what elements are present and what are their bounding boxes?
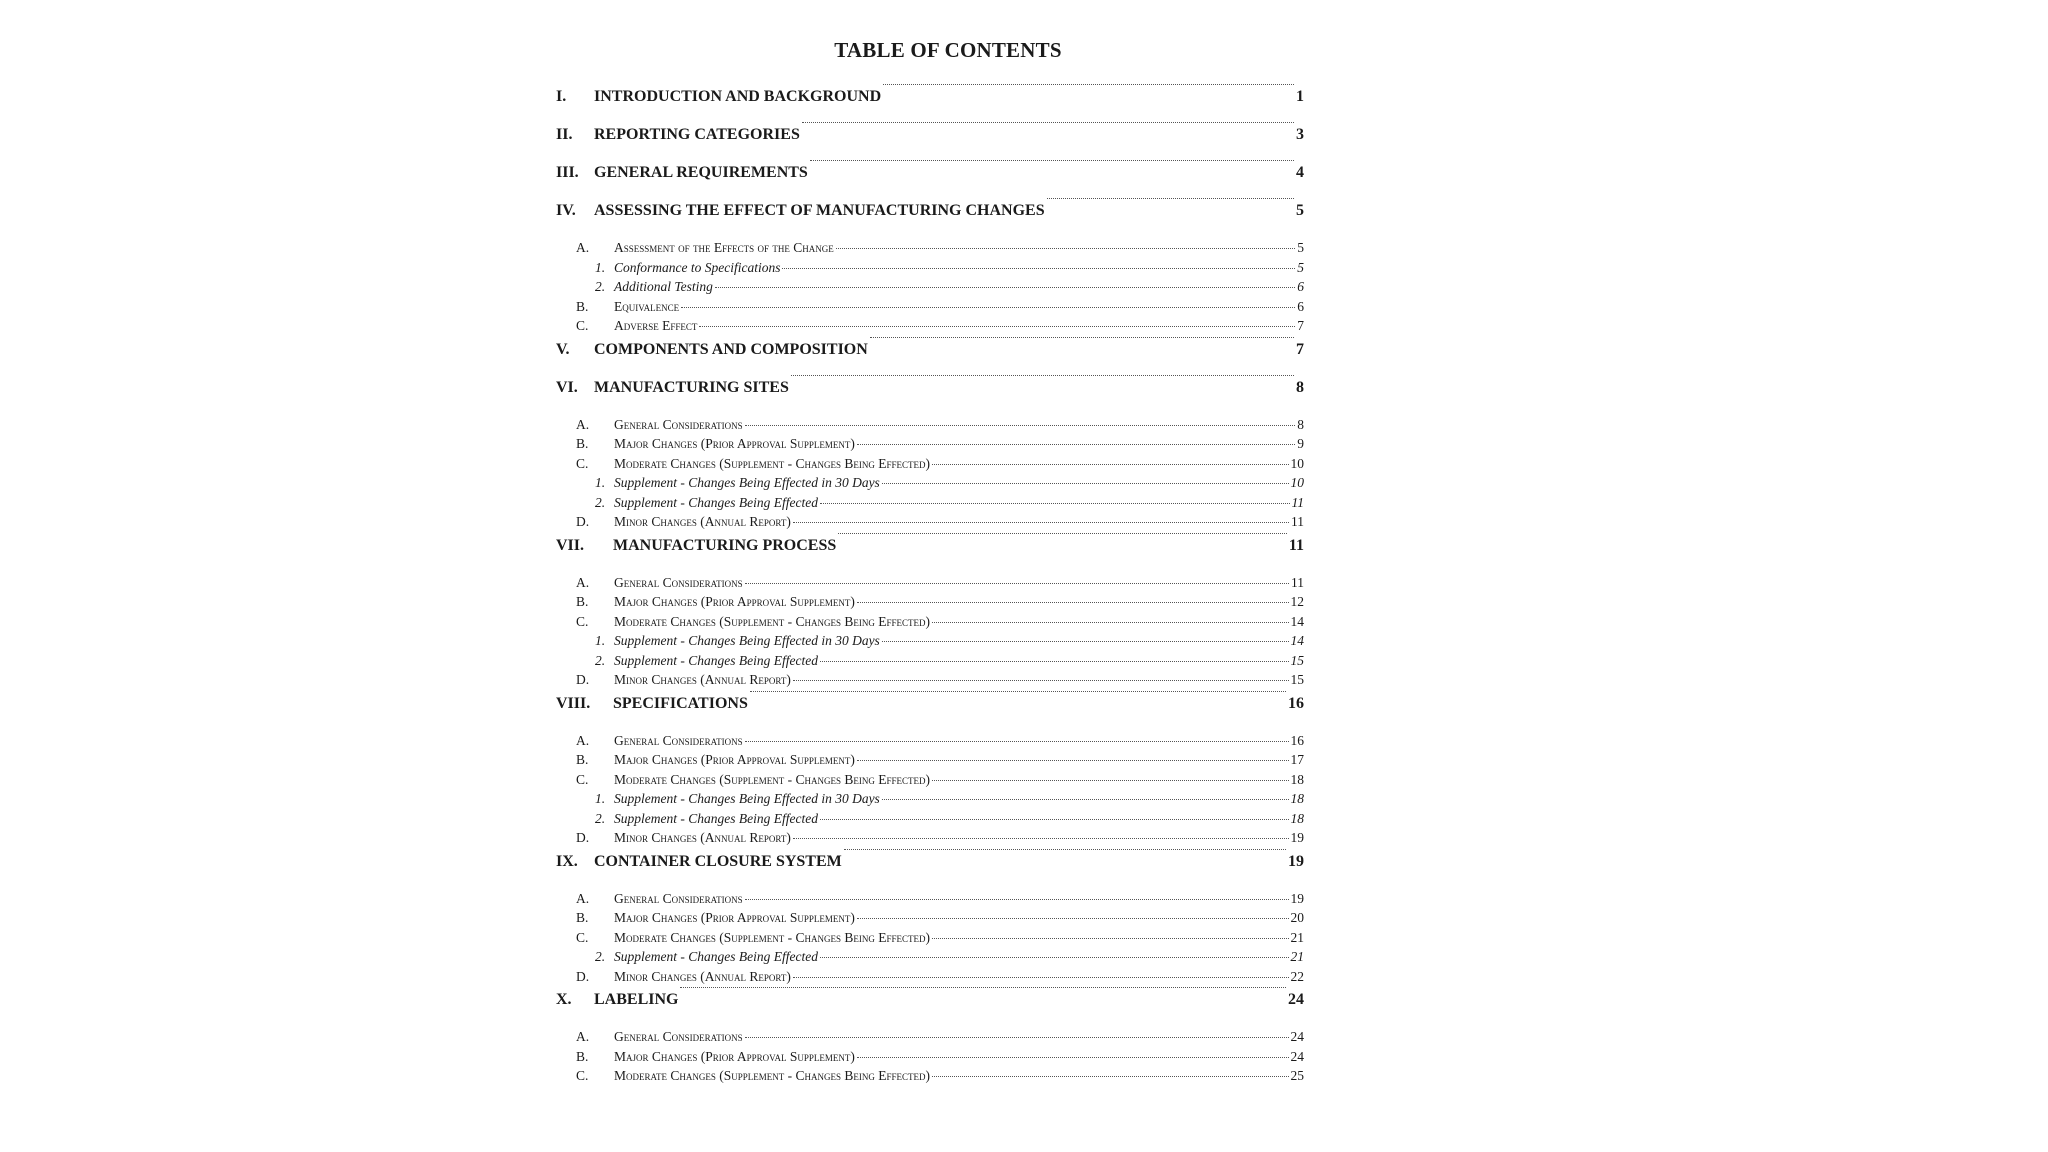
toc-entry-page: 16 xyxy=(1290,732,1304,748)
toc-entry-page: 24 xyxy=(1290,1029,1304,1044)
toc-leader-dots xyxy=(820,819,1289,820)
toc-entry[interactable] xyxy=(556,614,1304,634)
toc-entry[interactable] xyxy=(556,811,1304,831)
toc-entry-label: Major Changes (Prior Approval Supplement) xyxy=(614,752,855,767)
toc-entry-label: MANUFACTURING PROCESS xyxy=(613,536,837,554)
toc-entry-number: IX. xyxy=(556,852,578,870)
toc-entry[interactable] xyxy=(556,379,1304,417)
toc-entry-page: 10 xyxy=(1290,455,1304,471)
toc-entry-number: A. xyxy=(576,732,590,748)
toc-entry-label: SPECIFICATIONS xyxy=(613,694,748,712)
toc-leader-dots xyxy=(745,1037,1289,1038)
toc-entry-label: ASSESSING THE EFFECT OF MANUFACTURING CHANGES xyxy=(594,202,1045,219)
toc-entry-number: V. xyxy=(556,340,570,358)
toc-entry-page: 11 xyxy=(1291,494,1304,510)
toc-entry-label: Minor Changes (Annual Report) xyxy=(614,672,791,687)
toc-entry-page: 19 xyxy=(1290,890,1304,906)
toc-leader-dots xyxy=(793,680,1289,681)
toc-entry[interactable] xyxy=(556,791,1304,811)
toc-leader-dots xyxy=(857,602,1289,603)
toc-leader-dots xyxy=(882,641,1289,642)
toc-entry-label: MANUFACTURING SITES xyxy=(594,378,789,396)
toc-entry[interactable] xyxy=(556,126,1304,164)
toc-entry[interactable] xyxy=(556,1068,1304,1088)
toc-entry[interactable] xyxy=(556,240,1304,260)
toc-entry-page: 19 xyxy=(1290,830,1304,845)
toc-entry-number: A. xyxy=(576,240,590,255)
toc-leader-dots xyxy=(745,899,1289,900)
toc-entry-page: 24 xyxy=(1288,991,1304,1008)
toc-entry[interactable] xyxy=(556,514,1304,534)
toc-entry[interactable] xyxy=(556,733,1304,753)
toc-entry-label: Supplement - Changes Being Effected in 30 Days xyxy=(614,475,880,490)
toc-leader-dots xyxy=(857,760,1289,761)
toc-leader-dots xyxy=(750,691,1286,692)
toc-entry-page: 14 xyxy=(1290,633,1304,648)
toc-entry-page: 12 xyxy=(1290,594,1304,609)
toc-entry-label: Conformance to Specifications xyxy=(614,259,781,275)
toc-entry-label: General Considerations xyxy=(614,732,743,748)
toc-entry-page: 8 xyxy=(1296,378,1304,396)
toc-entry-label: General Considerations xyxy=(614,890,743,906)
toc-entry[interactable] xyxy=(556,949,1304,969)
toc-entry-page: 17 xyxy=(1290,752,1304,767)
toc-entry-label: Supplement - Changes Being Effected xyxy=(614,652,818,668)
toc-entry-number: IV. xyxy=(556,202,576,219)
toc-entry-label: Supplement - Changes Being Effected xyxy=(614,494,818,510)
toc-entry[interactable] xyxy=(556,633,1304,653)
toc-entry-number: B. xyxy=(576,436,589,451)
toc-entry-page: 5 xyxy=(1296,202,1304,219)
toc-entry-page: 5 xyxy=(1297,259,1304,275)
toc-entry[interactable] xyxy=(556,891,1304,911)
toc-entry-page: 20 xyxy=(1290,910,1304,925)
toc-page xyxy=(556,38,1304,1088)
toc-leader-dots xyxy=(820,957,1289,958)
toc-entry-number: 2. xyxy=(595,652,606,668)
toc-leader-dots xyxy=(857,444,1295,445)
toc-entry-number: C. xyxy=(576,455,589,471)
toc-entry-number: 2. xyxy=(595,810,606,826)
toc-entry-page: 11 xyxy=(1288,536,1304,554)
toc-entry-label: Supplement - Changes Being Effected in 30 Days xyxy=(614,633,880,648)
toc-entry-number: 1. xyxy=(595,633,606,648)
toc-entry-page: 16 xyxy=(1288,694,1304,712)
toc-entry-number: A. xyxy=(576,574,590,590)
toc-entry-label: Supplement - Changes Being Effected xyxy=(614,810,818,826)
toc-entry-page: 21 xyxy=(1290,929,1304,945)
toc-entry[interactable] xyxy=(556,456,1304,476)
toc-list xyxy=(556,88,1304,1088)
toc-entry-number: B. xyxy=(576,752,589,767)
toc-entry-label: Major Changes (Prior Approval Supplement) xyxy=(614,436,855,451)
toc-entry[interactable] xyxy=(556,930,1304,950)
toc-leader-dots xyxy=(745,425,1296,426)
toc-entry-label: COMPONENTS AND COMPOSITION xyxy=(594,340,868,358)
toc-entry-page: 7 xyxy=(1297,318,1304,333)
toc-entry-number: VII. xyxy=(556,536,585,554)
toc-entry-page: 7 xyxy=(1296,340,1304,358)
toc-entry-page: 19 xyxy=(1288,852,1304,870)
toc-leader-dots xyxy=(883,84,1294,85)
toc-entry-number: 2. xyxy=(595,279,606,294)
toc-leader-dots xyxy=(870,337,1294,338)
toc-leader-dots xyxy=(782,268,1295,269)
toc-leader-dots xyxy=(802,122,1294,123)
toc-entry-label: Minor Changes (Annual Report) xyxy=(614,968,791,984)
toc-entry-label: LABELING xyxy=(594,991,679,1008)
toc-entry-page: 3 xyxy=(1296,126,1304,143)
toc-entry-number: D. xyxy=(576,968,590,984)
toc-entry-number: VI. xyxy=(556,378,578,396)
toc-entry[interactable] xyxy=(556,495,1304,515)
toc-leader-dots xyxy=(793,522,1289,523)
toc-entry-page: 6 xyxy=(1297,279,1304,294)
toc-entry-number: A. xyxy=(576,416,590,432)
toc-entry-page: 4 xyxy=(1296,164,1304,181)
toc-entry[interactable] xyxy=(556,853,1304,891)
toc-entry-number: 2. xyxy=(595,494,606,510)
toc-leader-dots xyxy=(882,483,1289,484)
toc-leader-dots xyxy=(791,375,1294,376)
toc-entry-number: B. xyxy=(576,1048,589,1064)
toc-entry-label: Major Changes (Prior Approval Supplement) xyxy=(614,1048,855,1064)
toc-leader-dots xyxy=(836,248,1295,249)
toc-entry[interactable] xyxy=(556,772,1304,792)
toc-entry-number: D. xyxy=(576,672,590,687)
toc-entry-label: Moderate Changes (Supplement - Changes Being Effected) xyxy=(614,929,931,945)
toc-entry-label: Major Changes (Prior Approval Supplement) xyxy=(614,594,855,609)
toc-entry-number: B. xyxy=(576,594,589,609)
toc-entry-label: Additional Testing xyxy=(614,279,713,294)
toc-entry-label: REPORTING CATEGORIES xyxy=(594,126,800,143)
toc-entry-page: 22 xyxy=(1290,968,1304,984)
toc-entry-label: Minor Changes (Annual Report) xyxy=(614,514,791,529)
toc-entry-page: 18 xyxy=(1290,810,1304,826)
toc-entry[interactable] xyxy=(556,969,1304,989)
toc-entry[interactable] xyxy=(556,830,1304,850)
toc-entry[interactable] xyxy=(556,672,1304,692)
toc-entry-number: 1. xyxy=(595,475,606,490)
toc-entry-number: C. xyxy=(576,1068,589,1083)
toc-entry-number: III. xyxy=(556,164,579,181)
toc-entry-label: General Considerations xyxy=(614,416,743,432)
toc-leader-dots xyxy=(932,780,1288,781)
toc-leader-dots xyxy=(1047,198,1294,199)
toc-leader-dots xyxy=(838,533,1287,534)
toc-leader-dots xyxy=(680,987,1286,988)
toc-entry-page: 18 xyxy=(1290,771,1304,787)
toc-leader-dots xyxy=(793,838,1289,839)
toc-entry[interactable] xyxy=(556,341,1304,379)
toc-entry-page: 5 xyxy=(1297,240,1304,255)
toc-entry[interactable] xyxy=(556,1029,1304,1049)
toc-leader-dots xyxy=(745,741,1289,742)
toc-entry-page: 15 xyxy=(1290,652,1304,668)
toc-entry-number: II. xyxy=(556,126,573,143)
toc-entry-label: GENERAL REQUIREMENTS xyxy=(594,164,808,181)
toc-leader-dots xyxy=(699,326,1295,327)
toc-leader-dots xyxy=(857,918,1289,919)
toc-entry-page: 10 xyxy=(1290,475,1304,490)
toc-entry-label: Assessment of the Effects of the Change xyxy=(614,240,834,255)
toc-entry[interactable] xyxy=(556,910,1304,930)
toc-entry[interactable] xyxy=(556,752,1304,772)
toc-entry-number: A. xyxy=(576,1029,590,1044)
toc-entry-number: C. xyxy=(576,929,589,945)
toc-entry-label: Supplement - Changes Being Effected xyxy=(614,949,818,964)
toc-entry[interactable] xyxy=(556,279,1304,299)
toc-leader-dots xyxy=(820,661,1289,662)
toc-entry-label: Moderate Changes (Supplement - Changes Being Effected) xyxy=(614,771,931,787)
toc-entry-number: B. xyxy=(576,298,589,314)
toc-entry-label: Moderate Changes (Supplement - Changes Being Effected) xyxy=(614,1068,931,1083)
toc-entry-label: Equivalence xyxy=(614,298,680,314)
toc-entry-page: 25 xyxy=(1290,1068,1304,1083)
toc-leader-dots xyxy=(793,977,1289,978)
toc-leader-dots xyxy=(844,849,1286,850)
toc-entry[interactable] xyxy=(556,991,1304,1029)
toc-entry-page: 9 xyxy=(1297,436,1304,451)
toc-leader-dots xyxy=(745,583,1289,584)
toc-entry-page: 8 xyxy=(1297,416,1304,432)
toc-entry-label: Minor Changes (Annual Report) xyxy=(614,830,791,845)
toc-entry[interactable] xyxy=(556,202,1304,240)
toc-entry-number: C. xyxy=(576,318,589,333)
toc-entry-page: 21 xyxy=(1290,949,1304,964)
toc-entry-number: D. xyxy=(576,830,590,845)
toc-leader-dots xyxy=(681,307,1295,308)
toc-entry[interactable] xyxy=(556,653,1304,673)
toc-entry-number: 1. xyxy=(595,259,606,275)
toc-entry-label: Moderate Changes (Supplement - Changes Being Effected) xyxy=(614,613,931,629)
toc-entry[interactable] xyxy=(556,436,1304,456)
toc-entry[interactable] xyxy=(556,318,1304,338)
toc-entry-page: 6 xyxy=(1297,298,1304,314)
toc-entry-number: A. xyxy=(576,890,590,906)
toc-entry-label: INTRODUCTION AND BACKGROUND xyxy=(594,88,882,105)
toc-entry-page: 11 xyxy=(1291,574,1304,590)
toc-entry-label: General Considerations xyxy=(614,574,743,590)
toc-entry[interactable] xyxy=(556,260,1304,280)
toc-leader-dots xyxy=(820,503,1290,504)
toc-entry[interactable] xyxy=(556,1049,1304,1069)
toc-leader-dots xyxy=(715,287,1295,288)
toc-entry-label: General Considerations xyxy=(614,1029,743,1044)
toc-entry-label: Major Changes (Prior Approval Supplement) xyxy=(614,910,855,925)
toc-entry-page: 1 xyxy=(1296,88,1304,105)
toc-entry-label: Supplement - Changes Being Effected in 30 Days xyxy=(614,791,880,806)
toc-entry-page: 24 xyxy=(1290,1048,1304,1064)
toc-entry-number: D. xyxy=(576,514,590,529)
toc-leader-dots xyxy=(882,799,1289,800)
toc-leader-dots xyxy=(932,622,1288,623)
toc-leader-dots xyxy=(857,1057,1289,1058)
toc-title: TABLE OF CONTENTS xyxy=(834,38,1062,62)
toc-leader-dots xyxy=(932,1076,1288,1077)
toc-entry-page: 15 xyxy=(1290,672,1304,687)
toc-entry-label: CONTAINER CLOSURE SYSTEM xyxy=(594,852,842,870)
toc-leader-dots xyxy=(932,938,1288,939)
toc-entry[interactable] xyxy=(556,475,1304,495)
toc-entry-page: 14 xyxy=(1290,613,1304,629)
toc-leader-dots xyxy=(810,160,1294,161)
toc-entry-number: 1. xyxy=(595,791,606,806)
toc-entry[interactable] xyxy=(556,537,1304,575)
toc-entry[interactable] xyxy=(556,88,1304,126)
toc-entry[interactable] xyxy=(556,594,1304,614)
toc-entry-number: C. xyxy=(576,771,589,787)
toc-entry[interactable] xyxy=(556,417,1304,437)
toc-entry-label: Moderate Changes (Supplement - Changes Being Effected) xyxy=(614,455,931,471)
toc-leader-dots xyxy=(932,464,1288,465)
toc-entry[interactable] xyxy=(556,164,1304,202)
toc-entry-number: 2. xyxy=(595,949,606,964)
toc-entry-number: X. xyxy=(556,991,572,1008)
toc-entry-page: 18 xyxy=(1290,791,1304,806)
toc-entry[interactable] xyxy=(556,575,1304,595)
toc-entry-number: VIII. xyxy=(556,694,591,712)
toc-entry[interactable] xyxy=(556,299,1304,319)
toc-entry-label: Adverse Effect xyxy=(614,318,698,333)
toc-entry-number: B. xyxy=(576,910,589,925)
toc-entry-number: C. xyxy=(576,613,589,629)
toc-entry[interactable] xyxy=(556,695,1304,733)
toc-entry-page: 11 xyxy=(1291,514,1304,529)
toc-entry-number: I. xyxy=(556,88,567,105)
